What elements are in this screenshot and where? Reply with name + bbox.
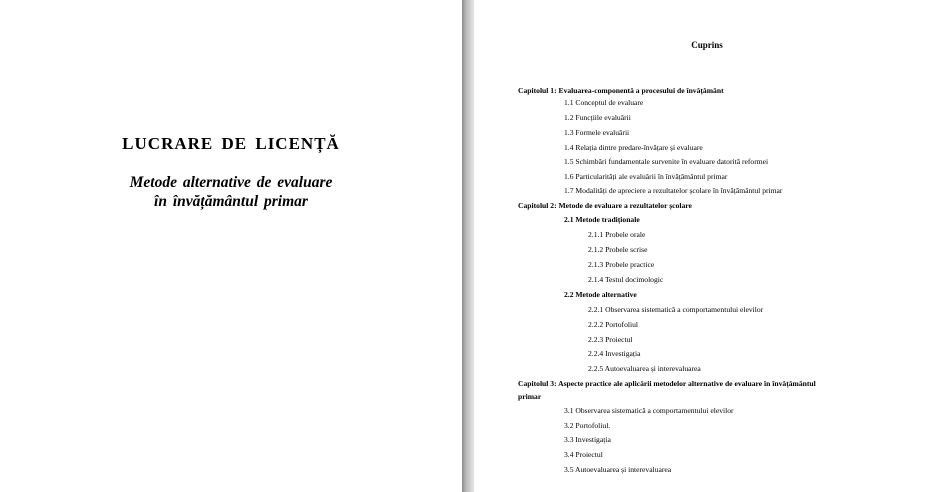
toc-item: 2.2.5 Autoevaluarea și interevaluarea [588, 364, 701, 373]
toc-item: 2.2.2 Portofoliul [588, 320, 638, 329]
toc-item: 1.7 Modalități de apreciere a rezultatelor școlare în învățământul primar [564, 186, 783, 195]
toc-title: Cuprins [691, 40, 723, 50]
toc-item: 2.1.2 Probele scrise [588, 245, 648, 254]
toc-item: 3.1 Observarea sistematică a comportamentului elevilor [564, 406, 734, 415]
thesis-title: LUCRARE DE LICENȚĂ [122, 134, 340, 153]
toc-item: 2.1.3 Probele practice [588, 260, 655, 269]
page-divider [462, 0, 474, 492]
toc-item: 3.3 Investigația [564, 435, 611, 444]
toc-item: 3.5 Autoevaluarea și interevaluarea [564, 465, 672, 474]
toc-item: 1.2 Funcțiile evaluării [564, 113, 631, 122]
toc-chapter-1: Capitolul 1: Evaluarea-componentă a procesului de învățământ [518, 86, 724, 95]
toc-item: 2.2.3 Proiectul [588, 335, 633, 344]
toc-item: 1.6 Particularități ale evaluării în învățământul primar [564, 172, 728, 181]
toc-item: 2.2.1 Observarea sistematică a comportamentului elevilor [588, 305, 764, 314]
toc-item: 2.1.4 Testul docimologic [588, 275, 664, 284]
toc-item: 1.1 Conceptul de evaluare [564, 98, 644, 107]
toc-chapter-2: Capitolul 2: Metode de evaluare a rezultatelor școlare [518, 201, 692, 210]
toc-section-2-2: 2.2 Metode alternative [564, 290, 637, 299]
toc-chapter-3: Capitolul 3: Aspecte practice ale aplicării metodelor alternative de evaluare în învățământul primar [518, 379, 816, 401]
toc-page [474, 0, 940, 492]
toc-item: 1.3 Formele evaluării [564, 128, 630, 137]
toc-item: 2.2.4 Investigația [588, 349, 641, 358]
thesis-subtitle-line2: în învățământul primar [154, 193, 308, 210]
toc-item: 1.5 Schimbări fundamentale survenite în evaluare datorită reformei [564, 157, 769, 166]
toc-section-2-1: 2.1 Metode tradiționale [564, 215, 640, 224]
cover-page [0, 0, 462, 492]
thesis-subtitle-line1: Metode alternative de evaluare [129, 174, 333, 191]
toc-item: 1.4 Relația dintre predare-învățare și evaluare [564, 143, 703, 152]
toc-item: 2.1.1 Probele orale [588, 230, 646, 239]
toc-item: 3.2 Portofoliul. [564, 421, 611, 430]
toc-item: 3.4 Proiectul [564, 450, 603, 459]
